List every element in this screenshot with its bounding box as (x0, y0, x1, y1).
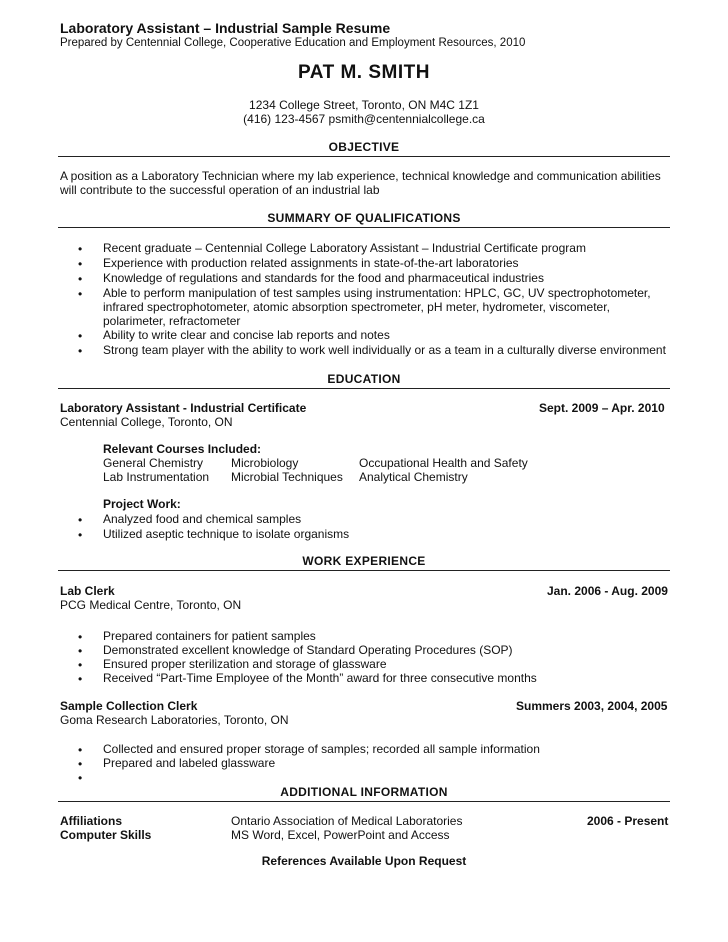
qualification-item: Knowledge of regulations and standards for the food and pharmaceutical industries (103, 271, 544, 285)
bullet: • (78, 528, 83, 542)
objective-heading: OBJECTIVE (328, 140, 400, 154)
objective-line-1: A position as a Laboratory Technician where my lab experience, technical knowledge and communication abilities (60, 169, 661, 183)
qualifications-heading: SUMMARY OF QUALIFICATIONS (267, 211, 461, 225)
project-label: Project Work: (103, 497, 181, 511)
course: Occupational Health and Safety (359, 456, 528, 470)
job-duty: Demonstrated excellent knowledge of Standard Operating Procedures (SOP) (103, 643, 513, 657)
references-note: References Available Upon Request (261, 854, 467, 868)
job-duty: Collected and ensured proper storage of samples; recorded all sample information (103, 742, 540, 756)
document-subtitle: Prepared by Centennial College, Cooperative Education and Employment Resources, 2010 (60, 37, 526, 49)
job-org: Goma Research Laboratories, Toronto, ON (60, 713, 289, 727)
project-item: Analyzed food and chemical samples (103, 512, 302, 526)
course: Lab Instrumentation (103, 470, 210, 484)
computer-skills-label: Computer Skills (60, 828, 152, 842)
additional-heading: ADDITIONAL INFORMATION (280, 785, 448, 799)
document-title: Laboratory Assistant – Industrial Sample Resume (60, 20, 391, 36)
address: 1234 College Street, Toronto, ON M4C 1Z1 (249, 98, 479, 112)
qualification-item: Ability to write clear and concise lab reports and notes (103, 328, 390, 342)
job-org: PCG Medical Centre, Toronto, ON (60, 598, 242, 612)
course: Analytical Chemistry (359, 470, 468, 484)
work-heading: WORK EXPERIENCE (302, 554, 426, 568)
job-dates: Summers 2003, 2004, 2005 (516, 699, 668, 713)
bullet: • (78, 757, 83, 771)
candidate-name: PAT M. SMITH (298, 62, 430, 83)
job-duty: Ensured proper sterilization and storage of glassware (103, 657, 387, 671)
qualification-item-continued: infrared spectrophotometer, atomic absorption spectrometer, pH meter, hydrometer, viscometer, (103, 300, 610, 314)
additional-rule (58, 801, 670, 802)
affiliations-dates: 2006 - Present (587, 814, 669, 828)
bullet: • (78, 272, 83, 286)
bullet: • (78, 344, 83, 358)
objective-rule (58, 156, 670, 157)
bullet: • (78, 658, 83, 672)
qualification-item: Experience with production related assignments in state-of-the-art laboratories (103, 256, 519, 270)
bullet: • (78, 743, 83, 757)
job-duty: Received “Part-Time Employee of the Month” award for three consecutive months (103, 671, 537, 685)
project-item: Utilized aseptic technique to isolate organisms (103, 527, 350, 541)
qualification-item: Able to perform manipulation of test samples using instrumentation: HPLC, GC, UV spectrophotometer, (103, 286, 651, 300)
phone-email: (416) 123-4567 psmith@centennialcollege.ca (243, 112, 485, 126)
course: Microbiology (231, 456, 299, 470)
job-duty: Prepared and labeled glassware (103, 756, 276, 770)
course: Microbial Techniques (231, 470, 343, 484)
qualifications-rule (58, 227, 670, 228)
education-heading: EDUCATION (327, 372, 401, 386)
qualification-item: Recent graduate – Centennial College Laboratory Assistant – Industrial Certificate program (103, 241, 586, 255)
qualification-item-continued: polarimeter, refractometer (103, 314, 241, 328)
job-duty: Prepared containers for patient samples (103, 629, 316, 643)
objective-line-2: will contribute to the successful operation of an industrial lab (60, 183, 380, 197)
work-rule (58, 570, 670, 571)
affiliations-label: Affiliations (60, 814, 122, 828)
education-program: Laboratory Assistant - Industrial Certificate (60, 401, 307, 415)
education-rule (58, 388, 670, 389)
bullet: • (78, 513, 83, 527)
bullet: • (78, 242, 83, 256)
courses-label: Relevant Courses Included: (103, 442, 262, 456)
bullet: • (78, 287, 83, 301)
bullet: • (78, 771, 83, 785)
affiliations-value: Ontario Association of Medical Laboratories (231, 814, 463, 828)
education-dates: Sept. 2009 – Apr. 2010 (539, 401, 665, 415)
qualification-item: Strong team player with the ability to work well individually or as a team in a culturally diverse environment (103, 343, 666, 357)
education-school: Centennial College, Toronto, ON (60, 415, 233, 429)
computer-skills-value: MS Word, Excel, PowerPoint and Access (231, 828, 450, 842)
job-title: Lab Clerk (60, 584, 115, 598)
bullet: • (78, 644, 83, 658)
job-title: Sample Collection Clerk (60, 699, 198, 713)
bullet: • (78, 672, 83, 686)
job-dates: Jan. 2006 - Aug. 2009 (547, 584, 668, 598)
bullet: • (78, 630, 83, 644)
bullet: • (78, 257, 83, 271)
bullet: • (78, 329, 83, 343)
course: General Chemistry (103, 456, 204, 470)
